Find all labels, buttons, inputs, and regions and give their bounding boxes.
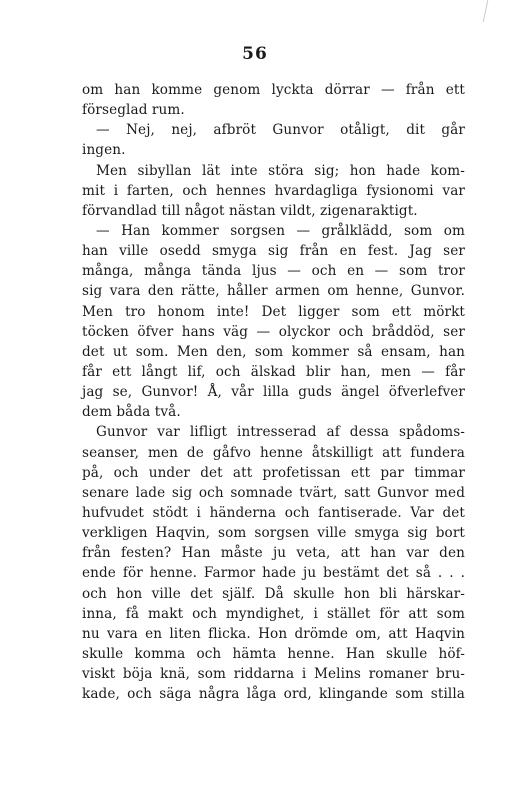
text-line: inna, få makt och myndighet, i stället för att som [82,605,465,622]
text-line: och hon ville det själf. Då skulle hon bli härskar- [82,585,465,602]
text-line: nu vara en liten flicka. Hon drömde om, att Haqvin [82,625,465,642]
text-line: från festen? Han måste ju veta, att han var den [82,545,465,562]
text-line: sig vara den rätte, håller armen om henne, Gunvor. [82,283,465,300]
text-line: får ett långt lif, och älskad blir han, men — får [82,363,465,380]
text-line: Men tro honom inte! Det ligger som ett mörkt [82,303,465,320]
text-line: viskt böja knä, som riddarna i Melins romaner bru- [82,666,465,683]
text-line: kade, och säga några låga ord, klingande som stilla [82,686,465,703]
text-line: — Nej, nej, afbröt Gunvor otåligt, dit går [96,122,465,139]
text-line: jag se, Gunvor! Å, vår lilla guds ängel öfverlefver [82,384,465,401]
text-line: förseglad rum. [82,102,185,119]
text-line: ingen. [82,142,126,159]
text-line: på, och under det att profetissan ett par timmar [82,464,465,481]
text-line: mit i farten, och hennes hvardagliga fysionomi var [82,182,465,199]
text-line: töcken öfver hans väg — olyckor och bråddöd, ser [82,323,465,340]
text-line: hufvudet stödt i händerna och fantiserade. Var det [82,504,465,521]
text-line: Gunvor var lifligt intresserad af dessa spådoms- [96,424,465,441]
text-line: ende för henne. Farmor hade ju bestämt det så . . . [82,565,465,582]
text-line: dem båda två. [82,404,181,421]
text-line: skulle komma och hämta henne. Han skulle höf- [82,645,465,662]
text-line: seanser, men de gåfvo henne åtskilligt att fundera [82,444,465,461]
body-text [82,80,465,704]
text-line: Men sibyllan lät inte störa sig; hon hade kom- [96,162,465,179]
text-line: verkligen Haqvin, som sorgsen ville smyga sig bort [82,525,465,542]
text-line: — Han kommer sorgsen — grålklädd, som om [96,222,465,239]
text-line: han ville osedd smyga sig från en fest. Jag ser [82,243,465,260]
text-line: om han komme genom lyckta dörrar — från ett [82,82,465,98]
text-line: många, många tända ljus — och en — som tror [82,263,465,280]
text-line: förvandlad till något nästan vildt, zigenaraktigt. [82,202,418,219]
page-corner-mark [477,0,489,22]
text-line: senare lade sig och somnade tvärt, satt Gunvor med [82,484,465,501]
page-number: 56 [242,44,268,64]
text-line: det ut som. Men den, som kommer så ensam, han [82,343,465,360]
